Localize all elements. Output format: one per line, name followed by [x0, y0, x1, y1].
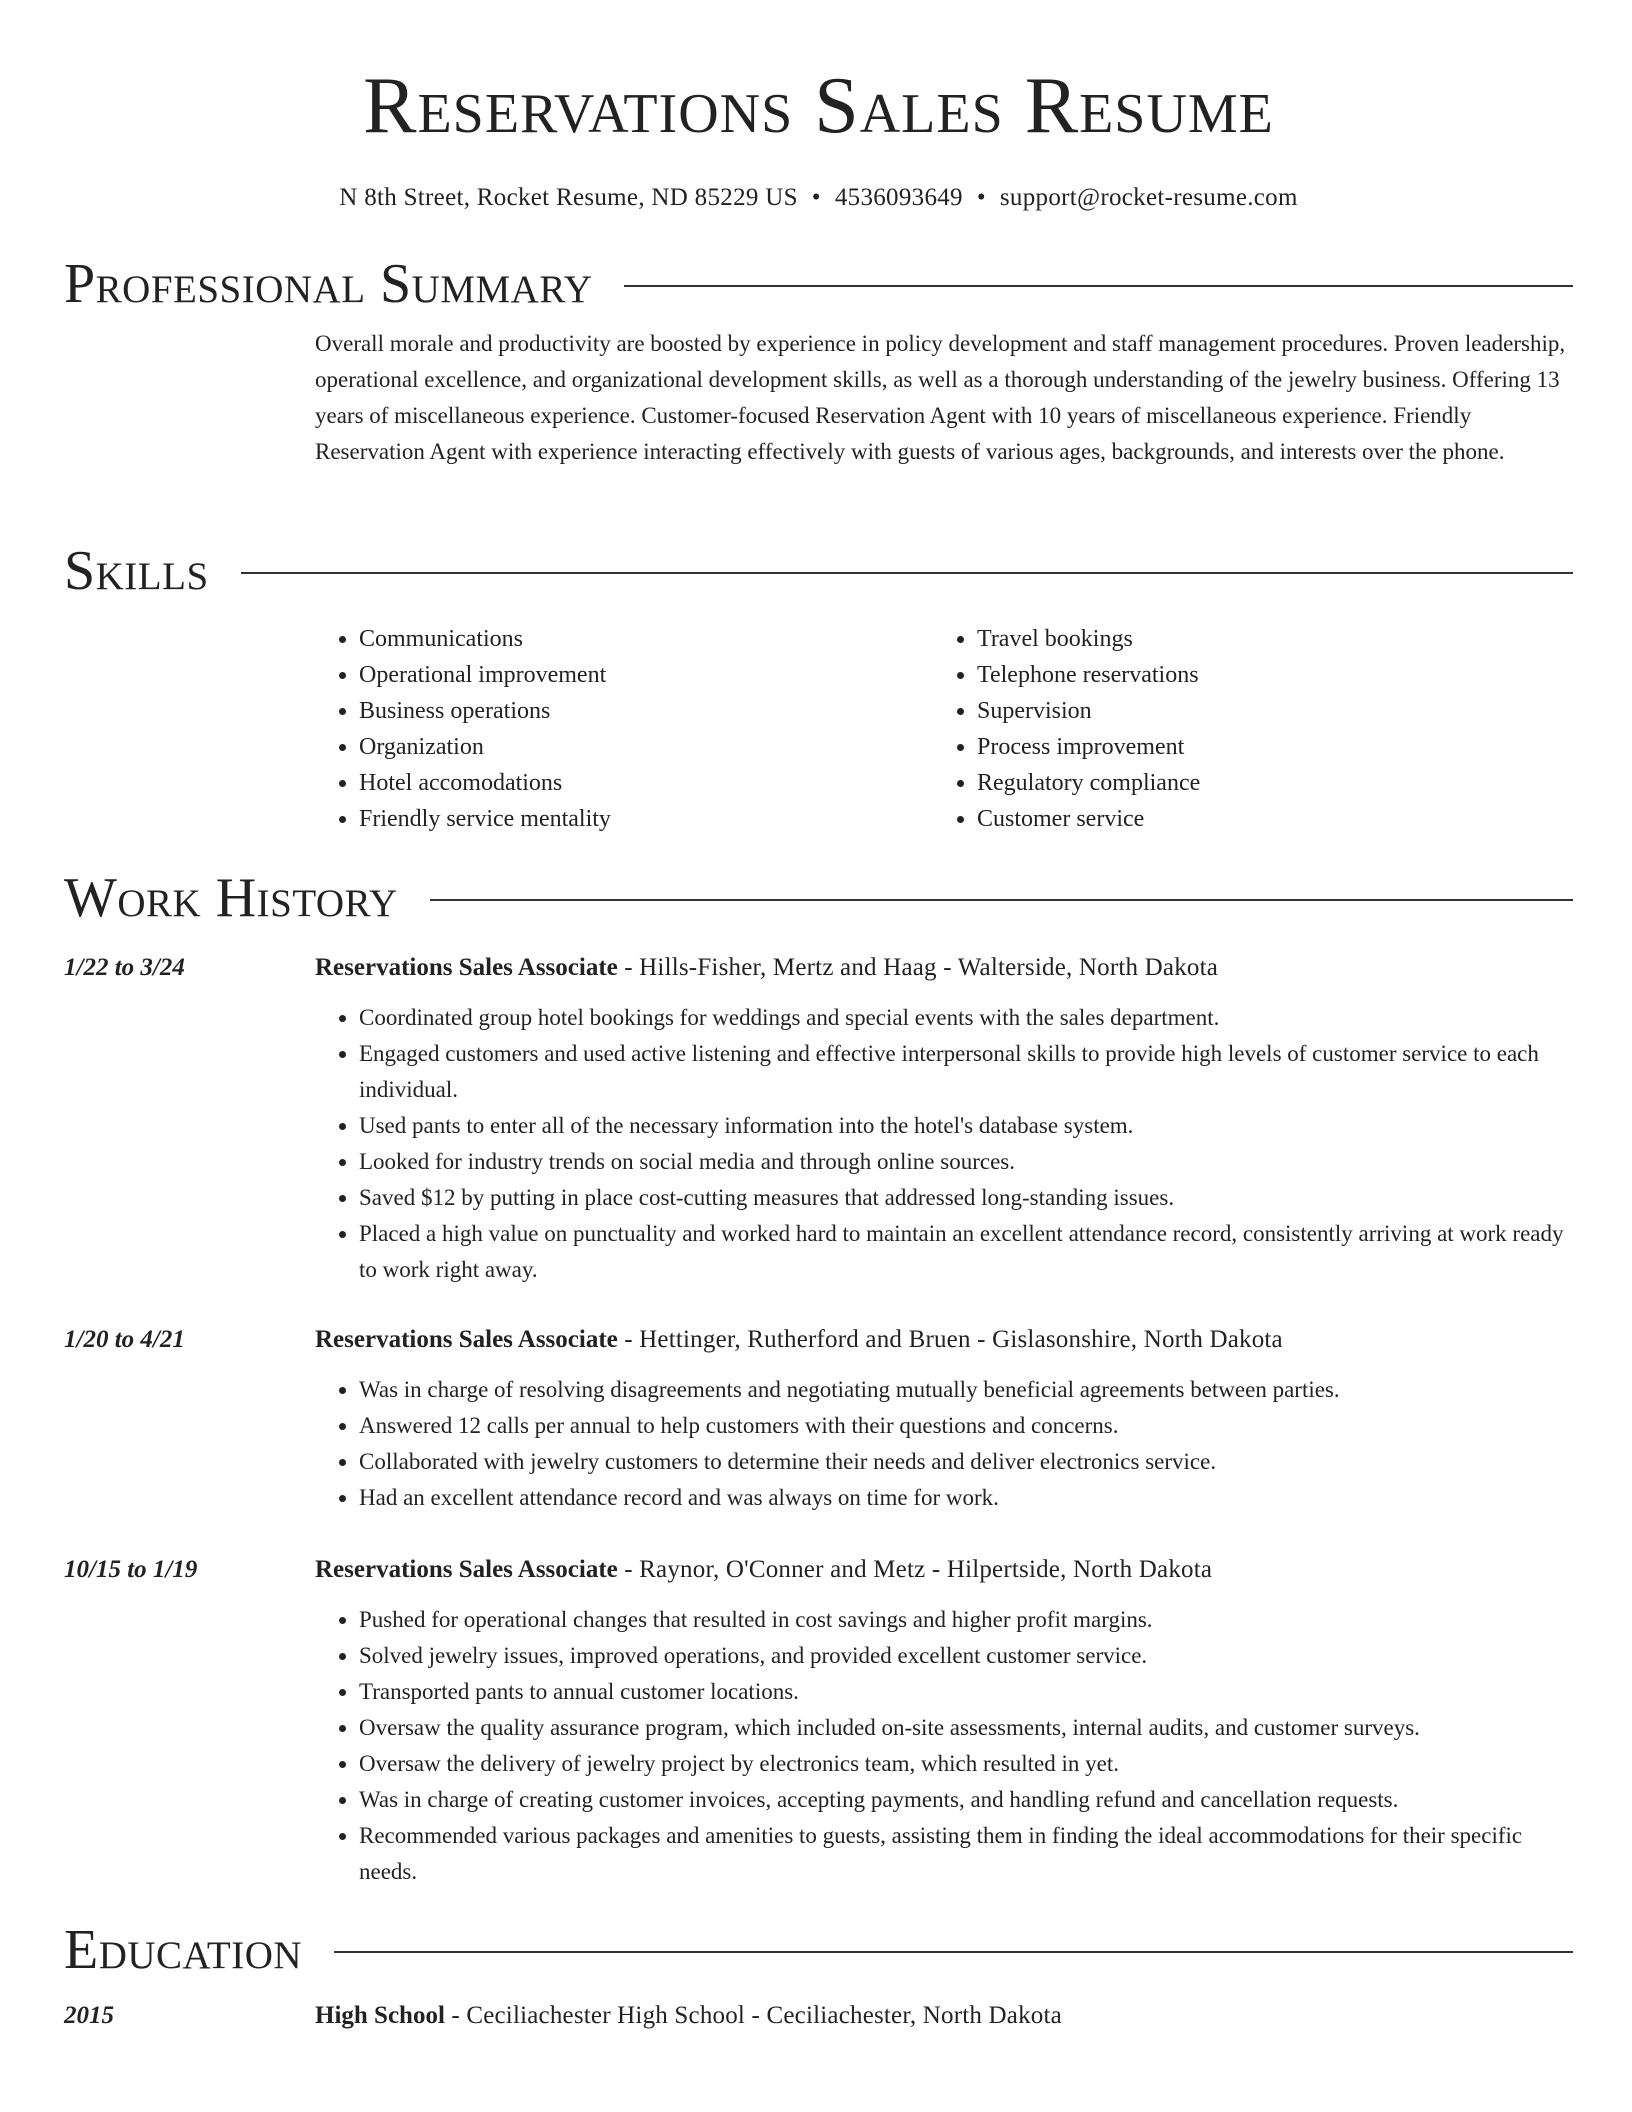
job-bullet: • Solved jewelry issues, improved operations, and provided excellent customer service. — [359, 1638, 1573, 1674]
job-entry — [64, 950, 1573, 1288]
resume-title: Reservations Sales Resume — [363, 62, 1274, 150]
education-dates: 2015 — [64, 2002, 114, 2029]
summary-text: Overall morale and productivity are boosted by experience in policy development and staff management procedures. Proven leadership, operational excellence, and organizational development skills, as well as a thorough understanding of the jewelry business. Offering 13 years of miscellaneous experience. Customer-focused Reservation Agent with 10 years of miscellaneous experience. Friendly Reservation Agent with experience interacting effectively with guests of various ages, backgrounds, and interests over the phone. — [315, 331, 1566, 464]
summary-heading-row — [64, 254, 1573, 314]
job-header — [64, 1552, 1573, 1588]
job-bullet: • Was in charge of creating customer invoices, accepting payments, and handling refund and cancellation requests. — [359, 1782, 1573, 1818]
skill-item: • Process improvement — [977, 729, 1551, 765]
job-bullet: • Pushed for operational changes that resulted in cost savings and higher profit margins. — [359, 1602, 1573, 1638]
job-bullet: • Oversaw the quality assurance program, which included on-site assessments, internal audits, and customer surveys. — [359, 1710, 1573, 1746]
contact-line — [64, 178, 1573, 218]
skills-list-right — [933, 621, 1551, 837]
job-header — [64, 1322, 1573, 1358]
job-employer: - Hills-Fisher, Mertz and Haag - Walterside, North Dakota — [617, 954, 1219, 981]
summary-section — [64, 254, 1573, 470]
job-bullet: • Answered 12 calls per annual to help customers with their questions and concerns. — [359, 1408, 1573, 1444]
education-header — [64, 1998, 1573, 2034]
summary-heading: Professional Summary — [64, 253, 593, 315]
skill-item: • Telephone reservations — [977, 657, 1551, 693]
skill-item: • Customer service — [977, 801, 1551, 837]
job-bullet: • Had an excellent attendance record and was always on time for work. — [359, 1480, 1573, 1516]
job-bullet: • Recommended various packages and amenities to guests, assisting them in finding the ideal accommodations for their specific needs. — [359, 1818, 1573, 1890]
job-bullet: • Looked for industry trends on social media and through online sources. — [359, 1144, 1573, 1180]
contact-email: support@rocket-resume.com — [999, 184, 1298, 211]
work-heading: Work History — [64, 867, 398, 929]
job-bullet: • Saved $12 by putting in place cost-cutting measures that addressed long-standing issues. — [359, 1180, 1573, 1216]
job-bullet: • Used pants to enter all of the necessary information into the hotel's database system. — [359, 1108, 1573, 1144]
job-title: Reservations Sales Associate — [315, 1326, 618, 1353]
job-dates: 1/20 to 4/21 — [64, 1326, 185, 1353]
contact-address: N 8th Street, Rocket Resume, ND 85229 US — [339, 184, 798, 211]
resume-page — [64, 0, 1573, 2029]
job-bullets — [315, 1000, 1573, 1288]
section-divider — [430, 899, 1573, 901]
education-heading: Education — [64, 1919, 303, 1981]
section-divider — [241, 572, 1573, 574]
job-entry — [64, 1552, 1573, 1890]
section-divider — [334, 1951, 1573, 1953]
job-bullet: • Collaborated with jewelry customers to determine their needs and deliver electronics service. — [359, 1444, 1573, 1480]
job-employer: - Hettinger, Rutherford and Bruen - Gislasonshire, North Dakota — [617, 1326, 1283, 1353]
skill-item: • Organization — [359, 729, 933, 765]
skills-heading: Skills — [64, 540, 209, 602]
job-dates: 1/22 to 3/24 — [64, 954, 185, 981]
skills-list-left — [315, 621, 933, 837]
skill-item: • Supervision — [977, 693, 1551, 729]
education-school: - Ceciliachester High School - Ceciliachester, North Dakota — [444, 2002, 1062, 2029]
job-title: Reservations Sales Associate — [315, 954, 618, 981]
skill-item: • Travel bookings — [977, 621, 1551, 657]
job-entry — [64, 1322, 1573, 1516]
separator-dot: • — [811, 184, 821, 211]
job-bullets — [315, 1602, 1573, 1890]
skill-item: • Regulatory compliance — [977, 765, 1551, 801]
job-employer: - Raynor, O'Conner and Metz - Hilpertside, North Dakota — [617, 1556, 1213, 1583]
job-bullet: • Was in charge of resolving disagreements and negotiating mutually beneficial agreements between parties. — [359, 1372, 1573, 1408]
skills-heading-row — [64, 541, 1573, 601]
job-title: Reservations Sales Associate — [315, 1556, 618, 1583]
section-divider — [624, 285, 1573, 287]
summary-body — [315, 326, 1573, 470]
work-history-section — [64, 868, 1573, 928]
skills-section — [64, 541, 1573, 837]
education-degree: High School — [315, 2002, 445, 2029]
separator-dot: • — [976, 184, 986, 211]
skill-item: • Hotel accomodations — [359, 765, 933, 801]
skill-item: • Operational improvement — [359, 657, 933, 693]
job-bullet: • Oversaw the delivery of jewelry project by electronics team, which resulted in yet. — [359, 1746, 1573, 1782]
skill-item: • Friendly service mentality — [359, 801, 933, 837]
education-entry — [64, 1998, 1573, 2034]
education-section — [64, 1920, 1573, 1980]
job-bullet: • Transported pants to annual customer locations. — [359, 1674, 1573, 1710]
skill-item: • Business operations — [359, 693, 933, 729]
education-heading-row — [64, 1920, 1573, 1980]
skills-columns — [315, 621, 1573, 837]
skill-item: • Communications — [359, 621, 933, 657]
job-header — [64, 950, 1573, 986]
job-bullet: • Engaged customers and used active listening and effective interpersonal skills to provide high levels of customer service to each individual. — [359, 1036, 1573, 1108]
job-bullet: • Coordinated group hotel bookings for weddings and special events with the sales department. — [359, 1000, 1573, 1036]
work-heading-row — [64, 868, 1573, 928]
job-dates: 10/15 to 1/19 — [64, 1556, 198, 1583]
job-bullet: • Placed a high value on punctuality and worked hard to maintain an excellent attendance record, consistently arriving at work ready to work right away. — [359, 1216, 1573, 1288]
contact-phone: 4536093649 — [834, 184, 963, 211]
job-bullets — [315, 1372, 1573, 1516]
